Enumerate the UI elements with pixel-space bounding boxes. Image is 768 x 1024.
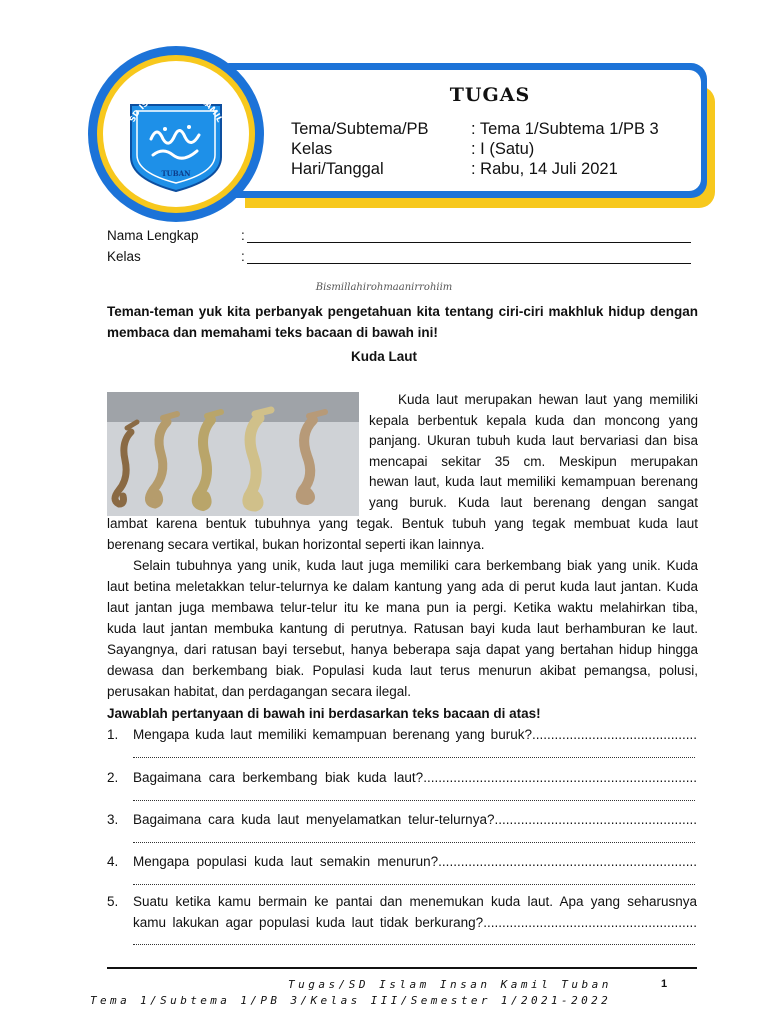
footer-school: Tugas/SD Islam Insan Kamil Tuban [288,978,612,991]
seahorse-photo [107,392,359,516]
story-line: perusakan habitat, dan perdagangan secara ilegal. [107,684,411,699]
header-value: : Rabu, 14 Juli 2021 [471,160,618,178]
story-line: Kuda laut merupakan hewan laut yang memiliki [398,392,698,407]
page-number: 1 [661,978,668,990]
story-title: Kuda Laut [351,349,417,364]
story-line: dewasa dan berkembang biak. Populasi kuda laut terus menurun akibat pemangsa, polusi, [107,663,698,678]
school-logo-emblem-icon [103,61,249,207]
seahorse-illustration-icon [107,392,359,516]
answer-line[interactable] [133,942,695,945]
header-key: Hari/Tanggal [291,160,384,178]
story-line: Sayangnya, dari ratusan bayi tersebut, hanya beberapa saja dapat yang bertahan hidup hingga [107,642,698,657]
question-number: 5. [107,894,119,909]
header-key: Tema/Subtema/PB [291,120,429,138]
answer-line[interactable] [133,798,695,801]
question-text: Bagaimana cara berkembang biak kuda laut?......................................................................... [133,770,697,785]
header-key: Kelas [291,140,333,158]
field-label: Nama Lengkap [107,228,199,243]
footer-divider [107,967,697,969]
story-line: laut betina meletakkan telur-telurnya ke dalam kantung yang ada di perut kuda laut jantan. Kuda [107,579,698,594]
story-line: berenang secara vertikal, bukan horizontal seperti ikan lainnya. [107,537,485,552]
question-number: 2. [107,770,119,785]
logo-bottom-text: TUBAN [161,169,191,178]
page-title: TUGAS [449,84,531,106]
story-line: hewan laut, kuda laut memiliki kemampuan berenang [369,474,698,489]
story-line: Selain tubuhnya yang unik, kuda laut juga memiliki cara berkembang biak yang unik. Kuda [133,558,698,573]
story-line: kepala berbentuk kepala kuda dan moncong yang [369,413,698,428]
question-number: 3. [107,812,119,827]
header-value: : Tema 1/Subtema 1/PB 3 [471,120,659,138]
story-line: mencapai sekitar 35 cm. Meskipun merupakan [369,454,698,469]
story-line: yang buruk. Kuda laut berenang dengan sangat [369,495,698,510]
question-number: 1. [107,727,119,742]
logo-arc-text: SD ISLAM INSAN KAMIL [127,88,225,124]
answer-line[interactable] [133,882,695,885]
field-colon: : [241,228,245,243]
field-fill-line[interactable] [247,242,691,243]
question-text: Mengapa kuda laut memiliki kemampuan berenang yang buruk?............................................ [133,727,697,742]
answer-line[interactable] [133,840,695,843]
story-line: panjang. Ukuran tubuh kuda laut bervariasi dan bisa [369,433,698,448]
question-text: Bagaimana cara kuda laut menyelamatkan telur-telurnya?...................................................... [133,812,697,827]
bismillah-text: Bismillahirohmaanirrohiim [315,282,453,293]
question-text: kamu lakukan agar populasi kuda laut tidak berkurang?......................................................... [133,915,697,930]
footer-course-info: Tema 1/Subtema 1/PB 3/Kelas III/Semester 1/2021-2022 [90,994,612,1007]
question-number: 4. [107,854,119,869]
story-line: laut jantan juga membawa telur-telur itu ke mana pun ia pergi. Ketika waktu melahirkan tiba, [107,600,698,615]
header-value: : I (Satu) [471,140,535,158]
answer-line[interactable] [133,755,695,758]
question-text: Suatu ketika kamu bermain ke pantai dan menemukan kuda laut. Apa yang seharusnya [133,894,697,909]
story-line: lambat karena bentuk tubuhnya yang tegak. Bentuk tubuh yang tegak membuat kuda laut [107,516,698,531]
field-fill-line[interactable] [247,263,691,264]
question-text: Mengapa populasi kuda laut semakin menurun?..................................................................... [133,854,697,869]
questions-heading: Jawablah pertanyaan di bawah ini berdasarkan teks bacaan di atas! [107,706,541,721]
story-line: kuda laut jantan membuka kantung di perutnya. Ratusan bayi kuda laut berhamburan ke laut. [107,621,698,636]
intro-instruction: Teman-teman yuk kita perbanyak pengetahuan kita tentang ciri-ciri makhluk hidup dengan membaca dan memahami teks bacaan di bawah ini! [107,304,698,340]
field-colon: : [241,249,245,264]
field-label: Kelas [107,249,141,264]
